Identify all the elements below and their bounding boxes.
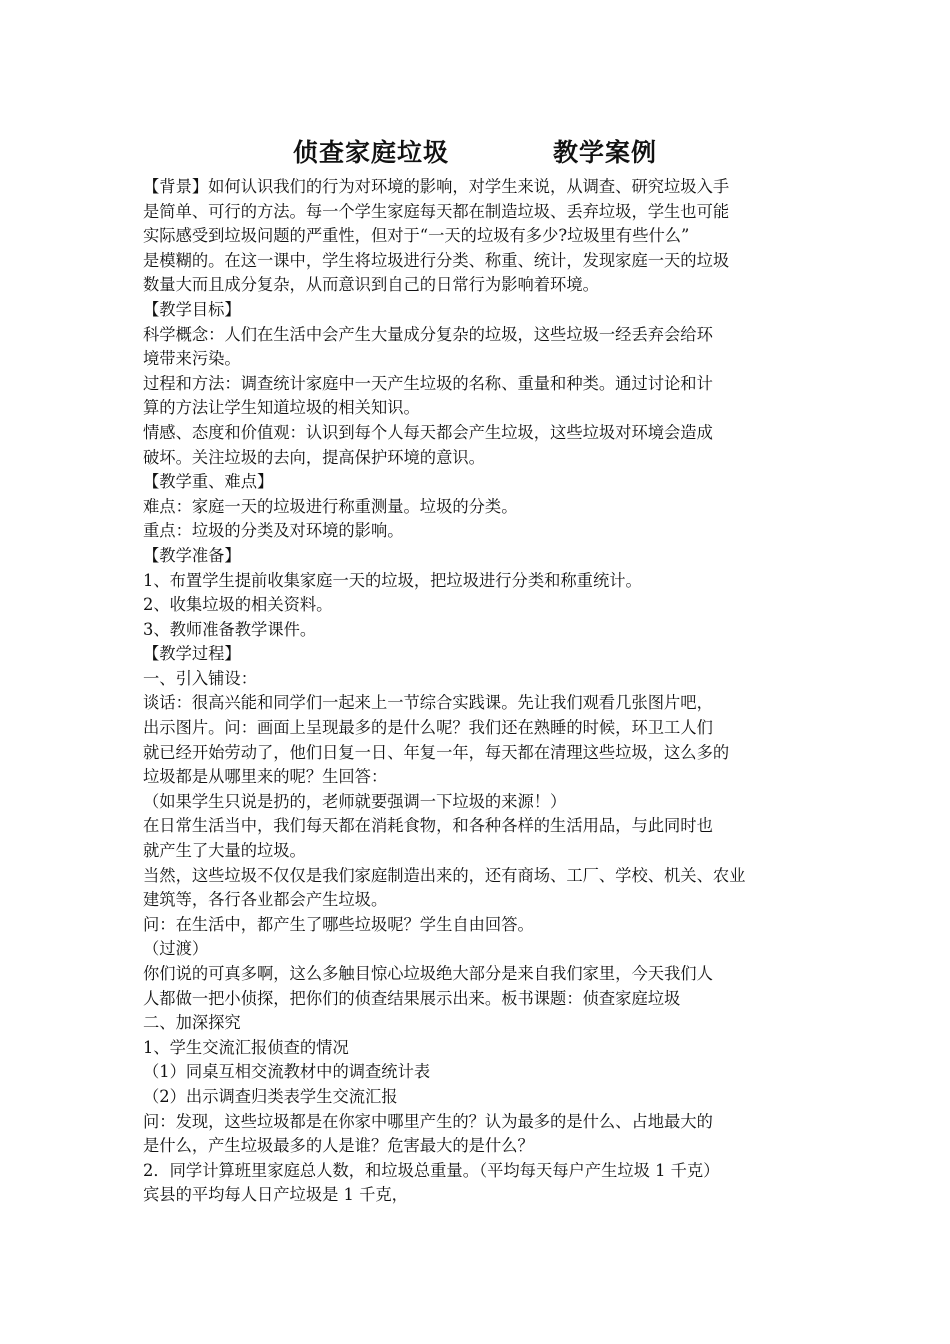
body-line: 1、学生交流汇报侦查的情况 — [143, 1037, 349, 1057]
body-line: 谈话：很高兴能和同学们一起来上一节综合实践课。先让我们观看几张图片吧， — [143, 693, 713, 713]
body-line: 人都做一把小侦探，把你们的侦查结果展示出来。板书课题：侦查家庭垃圾 — [143, 988, 681, 1008]
body-line: 【教学过程】 — [143, 644, 241, 664]
body-line: （过渡） — [143, 939, 209, 959]
body-line: 实际感受到垃圾问题的严重性，但对于“一天的垃圾有多少?垃圾里有些什么” — [143, 226, 690, 246]
body-line: 难点：家庭一天的垃圾进行称重测量。垃圾的分类。 — [143, 496, 518, 516]
body-line: 2．同学计算班里家庭总人数，和垃圾总重量。（平均每天每户产生垃圾 1 千克） — [143, 1160, 720, 1180]
body-line: 问：在生活中，都产生了哪些垃圾呢？学生自由回答。 — [143, 914, 534, 934]
body-line: 你们说的可真多啊，这么多触目惊心垃圾绝大部分是来自我们家里，今天我们人 — [143, 964, 713, 983]
body-line: 【背景】如何认识我们的行为对环境的影响，对学生来说，从调查、研究垃圾入手 — [143, 177, 730, 196]
body-line: 科学概念：人们在生活中会产生大量成分复杂的垃圾，这些垃圾一经丢弃会给环 — [143, 324, 713, 344]
body-line: 就已经开始劳动了，他们日复一日、年复一年，每天都在清理这些垃圾，这么多的 — [143, 742, 730, 762]
body-line: 【教学准备】 — [143, 545, 241, 565]
body-line: 问：发现，这些垃圾都是在你家中哪里产生的？认为最多的是什么、占地最大的 — [143, 1111, 713, 1131]
body-line: 破坏。关注垃圾的去向，提高保护环境的意识。 — [143, 447, 485, 467]
body-line: 是模糊的。在这一课中，学生将垃圾进行分类、称重、统计，发现家庭一天的垃圾 — [143, 250, 730, 270]
body-line: 就产生了大量的垃圾。 — [143, 841, 306, 861]
body-line: 2、收集垃圾的相关资料。 — [143, 595, 333, 615]
body-line: 数量大而且成分复杂，从而意识到自己的日常行为影响着环境。 — [143, 275, 599, 295]
body-line: 二、加深探究 — [143, 1013, 241, 1033]
body-line: 【教学目标】 — [143, 299, 241, 319]
body-line: 一、引入铺设： — [143, 668, 257, 688]
body-line: 重点：垃圾的分类及对环境的影响。 — [143, 521, 404, 541]
document-title: 侦查家庭垃圾 教学案例 — [292, 138, 657, 167]
body-line: 情感、态度和价值观：认识到每个人每天都会产生垃圾，这些垃圾对环境会造成 — [143, 422, 713, 442]
body-line: 出示图片。问：画面上呈现最多的是什么呢？我们还在熟睡的时候，环卫工人们 — [143, 718, 713, 738]
body-line: 建筑等，各行各业都会产生垃圾。 — [143, 890, 388, 910]
body-line: 1、布置学生提前收集家庭一天的垃圾，把垃圾进行分类和称重统计。 — [143, 570, 642, 590]
body-line: 算的方法让学生知道垃圾的相关知识。 — [143, 398, 420, 418]
body-line: 垃圾都是从哪里来的呢？生回答： — [143, 767, 388, 787]
body-line: 是简单、可行的方法。每一个学生家庭每天都在制造垃圾、丢弃垃圾，学生也可能 — [143, 201, 730, 221]
body-line: 【教学重、难点】 — [143, 472, 274, 492]
body-line: 3、教师准备教学课件。 — [143, 619, 317, 639]
body-line: 过程和方法：调查统计家庭中一天产生垃圾的名称、重量和种类。通过讨论和计 — [143, 373, 713, 393]
body-line: （1）同桌互相交流教材中的调查统计表 — [143, 1062, 431, 1082]
body-line: 当然，这些垃圾不仅仅是我们家庭制造出来的，还有商场、工厂、学校、机关、农业 — [143, 865, 746, 885]
document-body — [143, 175, 813, 1208]
body-line: （2）出示调查归类表学生交流汇报 — [143, 1086, 398, 1106]
body-line: 宾县的平均每人日产垃圾是 1 千克， — [143, 1185, 408, 1205]
body-line: 在日常生活当中，我们每天都在消耗食物，和各种各样的生活用品，与此同时也 — [143, 816, 713, 836]
body-line: （如果学生只说是扔的，老师就要强调一下垃圾的来源！） — [143, 791, 567, 811]
body-line: 境带来污染。 — [143, 349, 241, 369]
body-line: 是什么，产生垃圾最多的人是谁？危害最大的是什么？ — [143, 1136, 534, 1156]
